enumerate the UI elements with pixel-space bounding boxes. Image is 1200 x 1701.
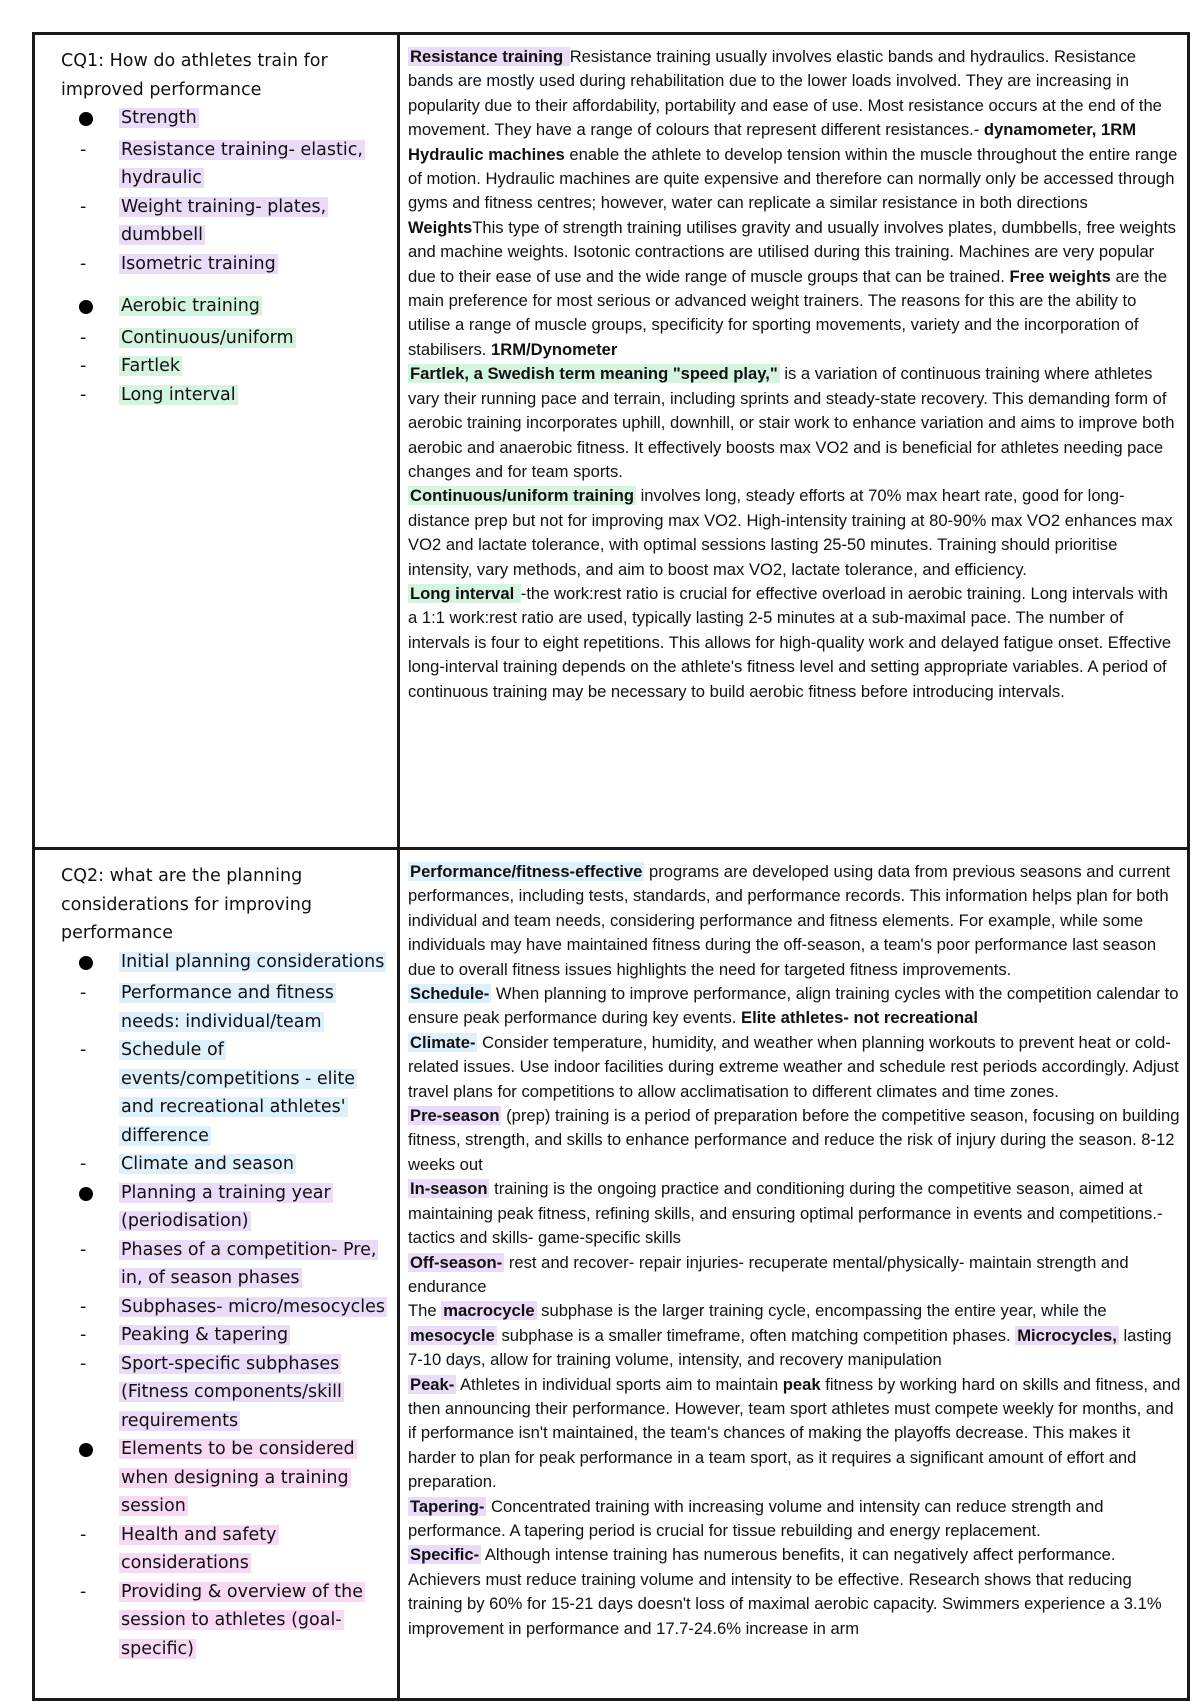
topic-item xyxy=(43,381,397,410)
topic-label: Aerobic training xyxy=(121,296,260,316)
note-text: Consider temperature, humidity, and weather when planning workouts to prevent heat or cold-related issues. Use indoor facilities during extreme weather and schedule rest periods accordingly. Adjust travel plans for competitions to allow acclimatisation to different climates and time zones. xyxy=(408,1032,1179,1101)
note-paragraph xyxy=(408,1543,1181,1641)
dash-icon xyxy=(43,1350,119,1379)
topic-item xyxy=(43,979,397,1036)
note-text: is a variation of continuous training where athletes vary their running pace and terrain, including sprints and steady-state recovery. This demanding form of aerobic training incorporates uphill, downhill, or stair work to enhance variation and aims to improve both aerobic and anaerobic fitness. It effectively boosts max VO2 and is beneficial for athletes needing pace changes and for team sports. xyxy=(408,364,1175,481)
topic-label: Weight training- plates, dumbbell xyxy=(121,196,327,245)
note-paragraph xyxy=(408,1373,1181,1495)
note-text: subphase is a smaller timeframe, often matching competition phases. xyxy=(496,1325,1016,1345)
notes-table xyxy=(32,32,1190,1701)
dash-icon xyxy=(43,1036,119,1065)
note-text: programs are developed using data from previous seasons and current performances, including tests, standards, and performance records. This information helps plan for both individual and team needs, considering performance and fitness elements. For example, while some individuals may have maintained fitness during the off-season, a team's poor performance last season due to overall fitness issues highlights the need for targeted fitness improvements. xyxy=(408,862,1171,979)
dash-glyph-icon: - xyxy=(80,1239,87,1260)
dash-glyph-icon: - xyxy=(80,1040,87,1060)
dash-glyph-icon: - xyxy=(80,983,87,1003)
topic-item xyxy=(43,1179,397,1236)
topic-text-wrap xyxy=(119,324,397,353)
note-term: macrocycle xyxy=(443,1301,535,1321)
dash-icon xyxy=(43,352,119,381)
topic-label: Strength xyxy=(121,108,197,128)
topic-text-wrap xyxy=(119,1350,397,1436)
bullet-dot-icon xyxy=(79,956,93,970)
bullet-dot-icon xyxy=(79,1443,93,1457)
topic-text-wrap xyxy=(119,948,397,977)
note-text: When planning to improve performance, align training cycles with the competition calendar to ensure peak performance during key events. xyxy=(408,984,1179,1028)
topic-item xyxy=(43,352,397,381)
note-term: mesocycle xyxy=(410,1325,495,1345)
dash-glyph-icon: - xyxy=(80,384,87,405)
dash-glyph-icon: - xyxy=(80,327,87,348)
topic-item xyxy=(43,1321,397,1350)
note-term: Peak- xyxy=(410,1374,455,1394)
note-term: Pre-season xyxy=(410,1106,500,1126)
topic-label: Health and safety considerations xyxy=(121,1524,277,1573)
dash-icon xyxy=(43,1578,119,1607)
topic-text-wrap xyxy=(119,381,397,410)
note-paragraph xyxy=(408,982,1181,1031)
notes-page xyxy=(32,32,1190,1701)
note-paragraph xyxy=(408,582,1181,704)
note-term: In-season xyxy=(410,1179,488,1199)
topic-label: Continuous/uniform xyxy=(121,327,294,348)
note-text: involves long, steady efforts at 70% max heart rate, good for long-distance prep but not for improving max VO2. High-intensity training at 80-90% max VO2 enhances max VO2 and lactate tolerance, with optimal sessions lasting 25-50 minutes. Training should prioritise intensity, vary methods, and aim to boost max VO2, lactate tolerance, and efficiency. xyxy=(408,486,1173,579)
topic-item xyxy=(43,1521,397,1578)
note-term: Performance/fitness-effective xyxy=(410,862,643,881)
note-term: 1RM/Dynometer xyxy=(491,339,618,359)
topic-label: Isometric training xyxy=(121,253,276,274)
topic-text-wrap xyxy=(119,1578,397,1664)
dash-icon xyxy=(43,1293,119,1322)
bullet-icon xyxy=(43,104,119,136)
topic-label: Subphases- micro/mesocycles xyxy=(121,1296,386,1317)
cq1-topics-cell xyxy=(34,34,399,849)
note-text: Resistance training usually involves elastic bands and hydraulics. Resistance bands are mostly used during rehabilitation due to the lower loads involved. They are increasing in popularity due to their affordability, portability and ease of use. Most resistance occurs at the end of the movement. They have a range of colours that represent different resistances.- xyxy=(408,47,1162,140)
note-term: peak xyxy=(782,1374,821,1394)
dash-glyph-icon: - xyxy=(80,1581,87,1602)
cq1-topic-list xyxy=(43,104,397,409)
topic-item xyxy=(43,1435,397,1521)
bullet-icon xyxy=(43,948,119,980)
dash-glyph-icon: - xyxy=(80,253,87,274)
note-term: dynamometer, 1RM xyxy=(983,120,1137,140)
dash-icon xyxy=(43,381,119,410)
note-term: Hydraulic machines xyxy=(408,144,565,164)
note-text: The xyxy=(408,1301,442,1321)
bullet-dot-icon xyxy=(79,300,93,314)
note-text: This type of strength training utilises gravity and usually involves plates, dumbbells, free weights and machine weights. Isotonic contractions are utilised during this training. Machines are very popular due to their ease of use and the wide range of muscle groups that can be trained. xyxy=(408,217,1176,286)
topic-text-wrap xyxy=(119,979,397,1036)
note-paragraph xyxy=(408,1031,1181,1104)
topic-item xyxy=(43,250,397,279)
topic-text-wrap xyxy=(119,352,397,381)
dash-icon xyxy=(43,324,119,353)
note-text: -the work:rest ratio is crucial for effective overload in aerobic training. Long intervals with a 1:1 work:rest ratio are used, typically lasting 2-5 minutes at a sub-maximal pace. The number of intervals is four to eight repetitions. This allows for high-quality work and delayed fatigue onset. Effective long-interval training depends on the athlete's fitness level and setting appropriate variables. A period of continuous training may be necessary to build aerobic fitness before introducing intervals. xyxy=(408,583,1172,701)
note-text: enable the athlete to develop tension within the muscle throughout the entire range of motion. Hydraulic machines are quite expensive and therefore can normally only be accessed through gyms and fitness centres; however, water can replicate a similar resistance in both directions xyxy=(408,144,1178,213)
note-term: Weights xyxy=(408,217,473,237)
cq2-question-text: : what are the planning considerations for improving performance xyxy=(61,866,312,943)
topic-label: Elements to be considered when designing a training session xyxy=(121,1439,355,1516)
dash-glyph-icon: - xyxy=(80,196,87,217)
note-term: Fartlek, a Swedish term meaning "speed play," xyxy=(410,364,778,384)
topic-text-wrap xyxy=(119,1321,397,1350)
note-text: are the main preference for most serious or advanced weight trainers. The reasons for this are the ability to utilise a range of muscle groups, specificity for sporting movements, variety and the incorporation of stabilisers. xyxy=(408,266,1168,359)
topic-item xyxy=(43,193,397,250)
note-text: subphase is the larger training cycle, encompassing the entire year, while the xyxy=(536,1301,1107,1321)
cq2-topics-cell xyxy=(34,849,399,1700)
note-paragraph xyxy=(408,1251,1181,1300)
topic-label: Peaking & tapering xyxy=(121,1325,289,1345)
topic-text-wrap xyxy=(119,136,397,193)
topic-item xyxy=(43,104,397,136)
note-paragraph xyxy=(408,484,1181,582)
note-term: Climate- xyxy=(410,1032,476,1052)
note-term: Elite athletes- not recreational xyxy=(741,1008,978,1028)
note-paragraph xyxy=(408,1177,1181,1250)
topic-text-wrap xyxy=(119,1179,397,1236)
topic-text-wrap xyxy=(119,1293,397,1322)
topic-item xyxy=(43,1293,397,1322)
note-term: Microcycles, xyxy=(1017,1325,1117,1345)
topic-item xyxy=(43,1578,397,1664)
topic-item xyxy=(43,324,397,353)
note-text: fitness by working hard on skills and fitness, and then announcing their performance. However, team sport athletes must compete weekly for months, and if performance isn't maintained, the team's chances of making the playoffs decrease. This makes it harder to plan for peak performance in a team sport, as it requires a significant amount of effort and preparation. xyxy=(408,1374,1181,1492)
note-term: Resistance training xyxy=(410,47,568,66)
note-term: Specific- xyxy=(410,1545,480,1565)
topic-item xyxy=(43,1236,397,1293)
bullet-dot-icon xyxy=(79,112,93,126)
dash-icon xyxy=(43,1236,119,1265)
cq2-row xyxy=(34,849,1189,1700)
cq2-topic-list xyxy=(43,948,397,1664)
note-paragraph xyxy=(408,1495,1181,1544)
cq1-question-prefix: CQ1 xyxy=(61,51,99,71)
note-paragraph xyxy=(408,1104,1181,1177)
note-text: lasting 7-10 days, allow for training volume, intensity, and recovery manipulation xyxy=(408,1325,1172,1370)
cq2-notes-cell xyxy=(399,849,1189,1700)
topic-text-wrap xyxy=(119,1435,397,1521)
cq1-notes-cell xyxy=(399,34,1189,849)
note-term: Continuous/uniform training xyxy=(410,486,634,506)
topic-text-wrap xyxy=(119,104,397,133)
bullet-dot-icon xyxy=(79,1187,93,1201)
topic-text-wrap xyxy=(119,1036,397,1150)
note-paragraph xyxy=(408,216,1181,362)
dash-icon xyxy=(43,1150,119,1179)
topic-item xyxy=(43,1350,397,1436)
topic-label: Sport-specific subphases (Fitness components/skill requirements xyxy=(121,1353,342,1431)
cq2-question xyxy=(43,862,397,948)
cq1-row xyxy=(34,34,1189,849)
topic-item xyxy=(43,136,397,193)
topic-spacer xyxy=(43,278,397,292)
dash-icon xyxy=(43,136,119,165)
dash-icon xyxy=(43,250,119,279)
topic-text-wrap xyxy=(119,193,397,250)
note-text: training is the ongoing practice and conditioning during the competitive season, aimed at maintaining peak fitness, refining skills, and ensuring optimal performance in events and competitions.- tactics and skills- game-specific skills xyxy=(408,1179,1163,1248)
topic-label: Resistance training- elastic, hydraulic xyxy=(121,139,363,188)
bullet-icon xyxy=(43,292,119,324)
dash-glyph-icon: - xyxy=(80,139,87,160)
note-text: rest and recover- repair injuries- recuperate mental/physically- maintain strength and endurance xyxy=(408,1252,1129,1296)
note-paragraph xyxy=(408,860,1181,982)
dash-glyph-icon: - xyxy=(80,1325,87,1345)
note-text: (prep) training is a period of preparation before the competitive season, focusing on building fitness, strength, and skills to enhance performance and reduce the risk of injury during the season. 8-12 weeks out xyxy=(408,1106,1180,1174)
topic-item xyxy=(43,1150,397,1179)
note-text: Concentrated training with increasing volume and intensity can reduce strength and performance. A tapering period is crucial for tissue rebuilding and energy replacement. xyxy=(408,1496,1104,1540)
topic-label: Performance and fitness needs: individual/team xyxy=(121,983,334,1032)
topic-label: Initial planning considerations xyxy=(121,951,385,972)
topic-label: Climate and season xyxy=(121,1154,294,1174)
dash-glyph-icon: - xyxy=(80,1154,87,1174)
dash-icon xyxy=(43,193,119,222)
topic-item xyxy=(43,948,397,980)
dash-glyph-icon: - xyxy=(80,1524,87,1545)
cq1-question-text: : How do athletes train for improved performance xyxy=(61,51,328,100)
note-term: Free weights xyxy=(1009,266,1111,286)
dash-icon xyxy=(43,979,119,1008)
topic-label: Fartlek xyxy=(121,356,181,376)
dash-glyph-icon: - xyxy=(80,1353,87,1374)
cq1-question xyxy=(43,47,397,104)
topic-item xyxy=(43,1036,397,1150)
dash-icon xyxy=(43,1321,119,1350)
dash-glyph-icon: - xyxy=(80,356,87,376)
topic-label: Phases of a competition- Pre, in, of season phases xyxy=(121,1239,377,1288)
note-paragraph xyxy=(408,1299,1181,1372)
topic-text-wrap xyxy=(119,1150,397,1179)
cq2-question-prefix: CQ2 xyxy=(61,866,99,886)
topic-label: Schedule of events/competitions - elite and recreational athletes' difference xyxy=(121,1040,356,1146)
note-text: Although intense training has numerous benefits, it can negatively affect performance. Achievers must reduce training volume and intensity to be effective. Research shows that reducing training by 60% for 15-21 days doesn't loss of maximal aerobic capacity. Swimmers experience a 3.1% improvement in performance and 17.7-24.6% increase in arm xyxy=(408,1545,1162,1638)
note-paragraph xyxy=(408,143,1181,216)
topic-label: Planning a training year (periodisation) xyxy=(121,1182,331,1231)
topic-text-wrap xyxy=(119,1236,397,1293)
dash-glyph-icon: - xyxy=(80,1296,87,1317)
bullet-icon xyxy=(43,1179,119,1211)
dash-icon xyxy=(43,1521,119,1550)
topic-label: Providing & overview of the session to athletes (goal-specific) xyxy=(121,1581,363,1659)
topic-label: Long interval xyxy=(121,384,236,405)
note-term: Tapering- xyxy=(410,1496,485,1516)
bullet-icon xyxy=(43,1435,119,1467)
note-paragraph xyxy=(408,45,1181,143)
note-term: Schedule- xyxy=(410,984,490,1004)
topic-text-wrap xyxy=(119,250,397,279)
note-text: Athletes in individual sports aim to maintain xyxy=(456,1374,783,1394)
note-term: Long interval xyxy=(410,583,519,603)
topic-text-wrap xyxy=(119,1521,397,1578)
topic-text-wrap xyxy=(119,292,397,321)
topic-item xyxy=(43,292,397,324)
note-term: Off-season- xyxy=(410,1252,503,1272)
note-paragraph xyxy=(408,362,1181,484)
